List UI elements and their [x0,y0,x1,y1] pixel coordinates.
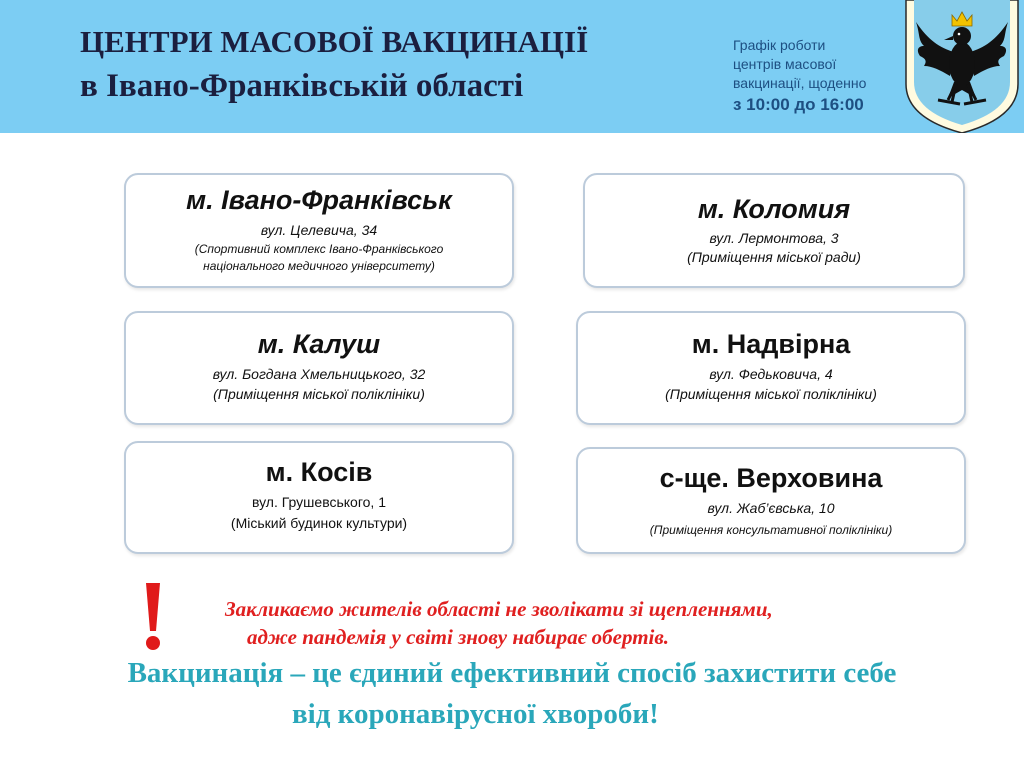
center-note: (Приміщення міської ради) [687,249,861,265]
center-address: вул. Целевича, 34 [260,222,378,238]
center-card-kolomyia [583,173,965,288]
schedule-line1: Графік роботи [733,37,826,53]
slogan-line2: від коронавірусної хвороби! [292,698,659,730]
center-address: вул. Грушевського, 1 [251,494,386,510]
slogan-line1: Вакцинація – це єдиний ефективний спосіб захистити себе [127,657,897,689]
center-address: вул. Лермонтова, 3 [709,230,839,246]
center-note: (Приміщення міської поліклініки) [213,386,425,402]
center-note: (Приміщення міської поліклініки) [665,386,877,402]
center-card-kalush [124,311,514,425]
exclamation-icon [141,583,165,651]
center-address: вул. Федьковича, 4 [709,366,833,382]
appeal-line2: адже пандемія у світі знову набирає обертів. [247,625,669,649]
coat-of-arms-icon [904,0,1020,133]
center-city: м. Надвірна [691,329,851,359]
page-title-line1: ЦЕНТРИ МАСОВОЇ ВАКЦИНАЦІЇ [80,24,589,59]
center-address: вул. Жаб’євська, 10 [707,500,835,516]
center-address: вул. Богдана Хмельницького, 32 [212,366,426,382]
schedule-hours: з 10:00 до 16:00 [733,95,864,114]
center-city: м. Косів [265,457,373,487]
center-city: м. Івано-Франківськ [186,185,452,215]
center-city: с-ще. Верховина [659,463,883,493]
header-banner [0,0,1024,133]
schedule-line2: центрів масової [733,56,837,72]
schedule-line3: вакцинації, щоденно [733,75,867,91]
center-card-kosiv [124,441,514,554]
center-note-line2: національного медичного університету) [203,259,435,273]
center-card-verkhovyna [576,447,966,554]
center-card-ivano-frankivsk [124,173,514,288]
center-city: м. Калуш [257,329,381,359]
center-note: (Приміщення консультативної поліклініки) [649,523,893,537]
appeal-line1: Закликаємо жителів області не зволікати зі щепленнями, [225,597,773,621]
center-city: м. Коломия [697,194,851,224]
center-card-nadvirna [576,311,966,425]
schedule-info [733,36,866,117]
center-note: (Міський будинок культури) [230,515,408,531]
center-note-line1: (Спортивний комплекс Івано-Франківського [194,242,444,256]
page-title-line2: в Івано-Франківській області [80,68,524,104]
